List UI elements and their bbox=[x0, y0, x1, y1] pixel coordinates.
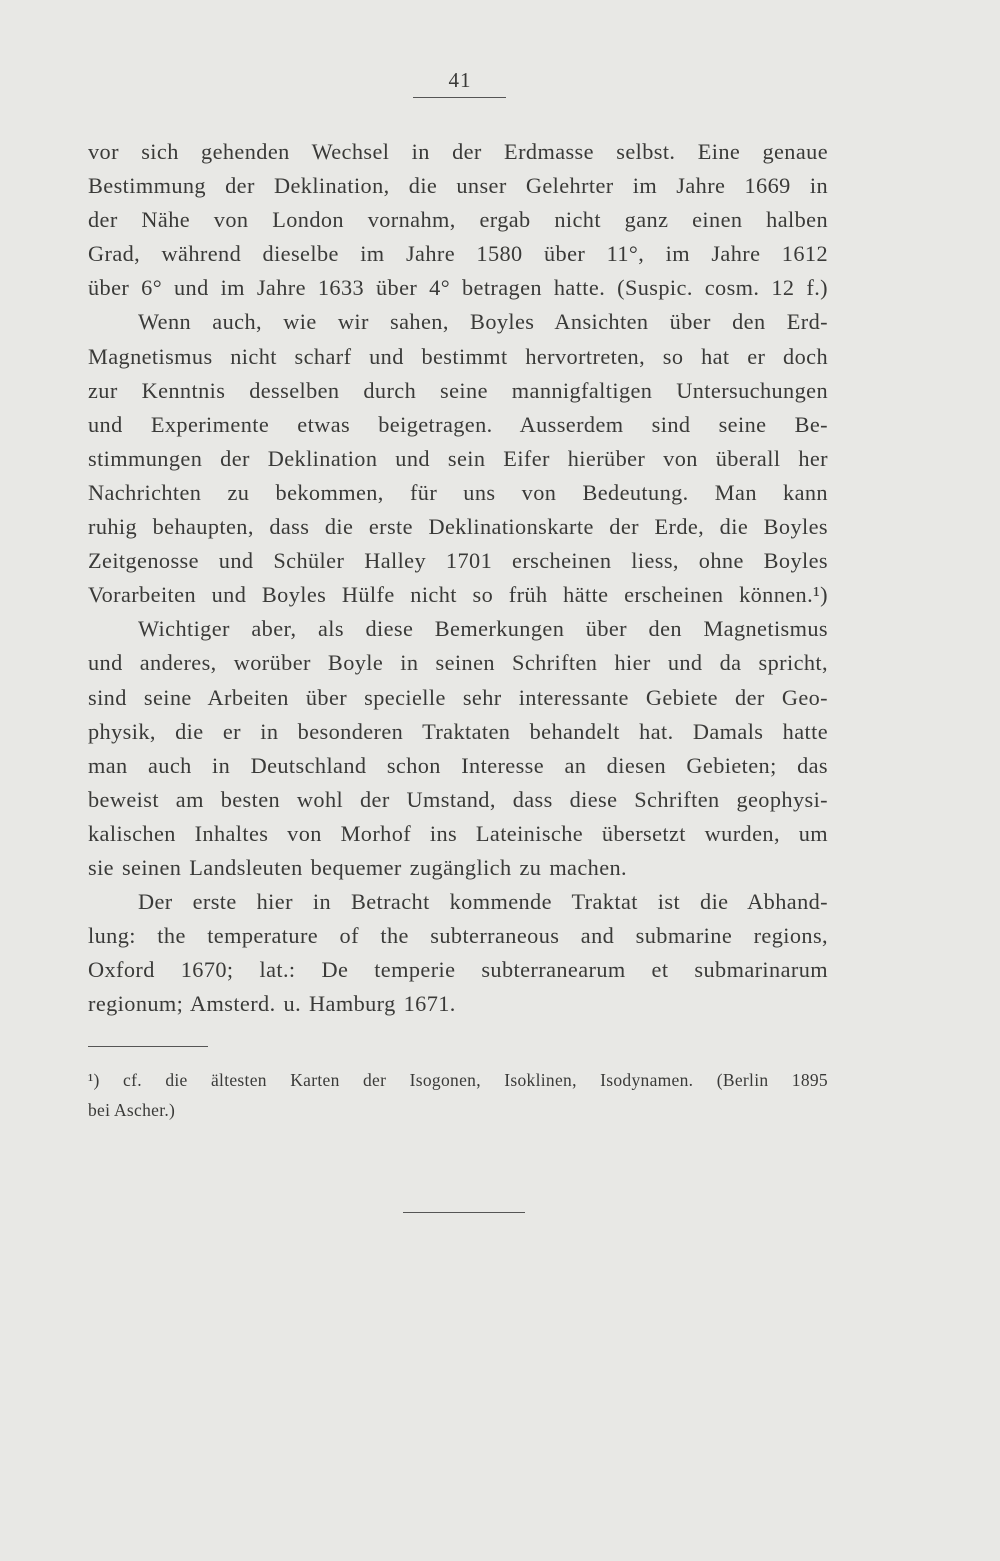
body-line: Magnetismus nicht scharf und bestimmt hervortreten, so hat er doch bbox=[88, 343, 828, 369]
body-line: Wichtiger aber, als diese Bemerkungen über den Magnetismus bbox=[138, 616, 828, 642]
footnote-line: bei Ascher.) bbox=[88, 1100, 176, 1120]
body-line: Bestimmung der Deklination, die unser Gelehrter im Jahre 1669 in bbox=[88, 173, 828, 199]
closing-rule bbox=[403, 1212, 525, 1213]
body-line: Grad, während dieselbe im Jahre 1580 über 11°, im Jahre 1612 bbox=[88, 241, 828, 267]
body-line: sind seine Arbeiten über specielle sehr interessante Gebiete der Geo- bbox=[88, 684, 828, 710]
body-line: ruhig behaupten, dass die erste Deklinationskarte der Erde, die Boyles bbox=[88, 514, 828, 540]
footnote-separator bbox=[88, 1046, 208, 1047]
body-line: vor sich gehenden Wechsel in der Erdmasse selbst. Eine genaue bbox=[88, 139, 828, 164]
body-line: kalischen Inhaltes von Morhof ins Lateinische übersetzt wurden, um bbox=[88, 820, 828, 846]
footnotes bbox=[88, 1065, 828, 1125]
body-line: sie seinen Landsleuten bequemer zugänglich zu machen. bbox=[88, 854, 628, 880]
page-number: 41 bbox=[448, 68, 472, 92]
body-line: und Experimente etwas beigetragen. Ausserdem sind seine Be- bbox=[88, 411, 828, 437]
body-text bbox=[88, 135, 828, 1021]
body-line: physik, die er in besonderen Traktaten behandelt hat. Damals hatte bbox=[88, 718, 828, 744]
body-line: Vorarbeiten und Boyles Hülfe nicht so früh hätte erscheinen können.¹) bbox=[88, 582, 828, 608]
body-line: über 6° und im Jahre 1633 über 4° betragen hatte. (Suspic. cosm. 12 f.) bbox=[88, 275, 828, 301]
body-line: Zeitgenosse und Schüler Halley 1701 erscheinen liess, ohne Boyles bbox=[88, 548, 828, 574]
body-line: man auch in Deutschland schon Interesse an diesen Gebieten; das bbox=[88, 752, 828, 778]
body-line: Wenn auch, wie wir sahen, Boyles Ansichten über den Erd- bbox=[138, 309, 828, 335]
body-line: beweist am besten wohl der Umstand, dass diese Schriften geophysi- bbox=[88, 786, 828, 812]
body-line: zur Kenntnis desselben durch seine mannigfaltigen Untersuchungen bbox=[88, 377, 828, 403]
body-line: Oxford 1670; lat.: De temperie subterranearum et submarinarum bbox=[88, 957, 828, 983]
footnote-line: ¹) cf. die ältesten Karten der Isogonen, Isoklinen, Isodynamen. (Berlin 1895 bbox=[88, 1070, 828, 1090]
page-number-rule bbox=[413, 97, 506, 98]
body-line: lung: the temperature of the subterraneous and submarine regions, bbox=[88, 923, 828, 949]
body-line: Nachrichten zu bekommen, für uns von Bedeutung. Man kann bbox=[88, 479, 828, 505]
body-line: stimmungen der Deklination und sein Eifer hierüber von überall her bbox=[88, 445, 828, 471]
body-line: regionum; Amsterd. u. Hamburg 1671. bbox=[88, 991, 456, 1017]
body-line: Der erste hier in Betracht kommende Traktat ist die Abhand- bbox=[138, 889, 828, 915]
body-line: und anderes, worüber Boyle in seinen Schriften hier und da spricht, bbox=[88, 650, 828, 676]
body-line: der Nähe von London vornahm, ergab nicht ganz einen halben bbox=[88, 207, 828, 233]
